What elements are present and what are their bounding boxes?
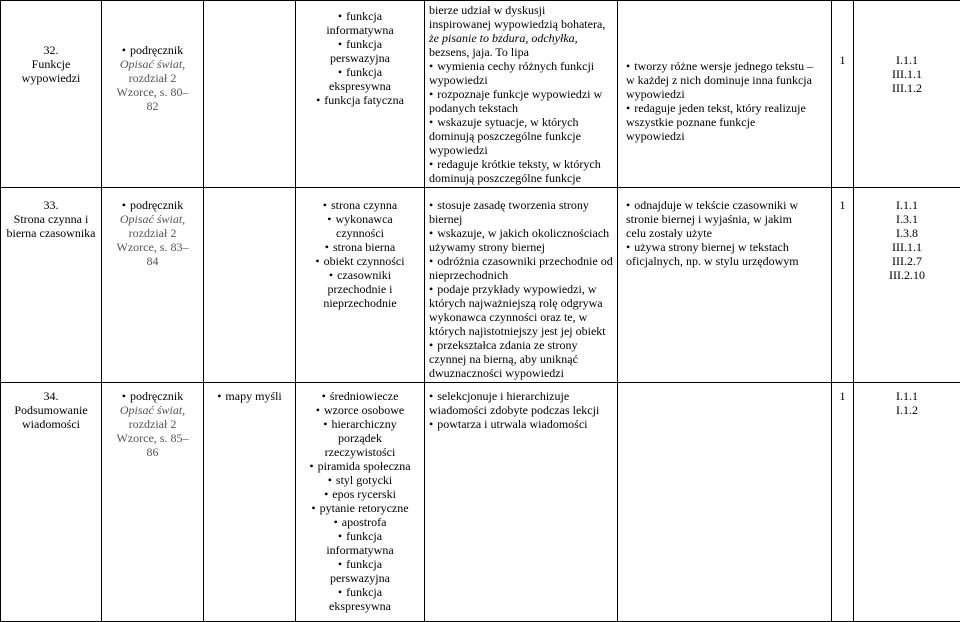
method-item: • mapy myśli bbox=[208, 389, 291, 403]
requirement-item: wiadomości zdobyte podczas lekcji bbox=[429, 403, 613, 417]
concept-item: ekspresywna bbox=[300, 79, 420, 93]
lesson-title: Strona czynna i bbox=[5, 212, 97, 226]
requirement-item: • selekcjonuje i hierarchizuje bbox=[429, 389, 613, 403]
requirement-item: stronie biernej i wyjaśnia, w jakim bbox=[626, 212, 827, 226]
prior-text: bezsens, jaja. To lipa bbox=[429, 45, 613, 59]
textbook-cell bbox=[102, 1, 204, 188]
prior-text: bierze udział w dyskusji bbox=[429, 3, 613, 17]
concept-item: • strona bierna bbox=[300, 240, 420, 254]
requirement-item: • rozpoznaje funkcje wypowiedzi w bbox=[429, 87, 613, 101]
curriculum-cell bbox=[854, 188, 960, 383]
concept-item: • pytanie retoryczne bbox=[300, 501, 420, 515]
lesson-title: wiadomości bbox=[5, 417, 97, 431]
requirement-item: • przekształca zdania ze strony bbox=[429, 338, 613, 352]
concept-item: ekspresywna bbox=[300, 599, 420, 613]
textbook-title: Opisać świat, bbox=[106, 403, 199, 417]
lesson-number: 32. bbox=[5, 43, 97, 57]
concepts-cell bbox=[296, 383, 425, 622]
lesson-cell bbox=[1, 188, 102, 383]
hours-cell bbox=[832, 383, 854, 622]
concept-item: • hierarchiczny bbox=[300, 417, 420, 431]
table-row bbox=[1, 383, 960, 622]
requirement-item: • wymienia cechy różnych funkcji bbox=[429, 59, 613, 73]
basic-requirements-cell bbox=[425, 188, 618, 383]
concept-item: nieprzechodnie bbox=[300, 296, 420, 310]
concept-item: • epos rycerski bbox=[300, 487, 420, 501]
requirement-item: • wskazuje sytuacje, w których bbox=[429, 115, 613, 129]
curriculum-code: III.1.1 bbox=[858, 240, 956, 254]
requirement-item: dominują poszczególne funkcje bbox=[429, 171, 613, 185]
concept-item: przechodnie i bbox=[300, 282, 420, 296]
curriculum-code: III.1.2 bbox=[858, 81, 956, 95]
curriculum-code: I.1.1 bbox=[858, 389, 956, 403]
requirement-item: dominują poszczególne funkcje bbox=[429, 129, 613, 143]
prior-text: inspirowanej wypowiedzią bohatera, bbox=[429, 17, 613, 31]
concept-item: • apostrofa bbox=[300, 515, 420, 529]
concept-item: informatywna bbox=[300, 23, 420, 37]
requirement-item: wypowiedzi bbox=[429, 73, 613, 87]
lesson-cell bbox=[1, 1, 102, 188]
requirement-item: • odnajduje w tekście czasowniki w bbox=[626, 198, 827, 212]
requirement-item: wszystkie poznane funkcje bbox=[626, 115, 827, 129]
concept-item: • funkcja bbox=[300, 557, 420, 571]
concept-item: • czasowniki bbox=[300, 268, 420, 282]
concept-item: • funkcja bbox=[300, 585, 420, 599]
textbook-pages: 82 bbox=[106, 99, 199, 113]
concept-item: perswazyjna bbox=[300, 571, 420, 585]
requirement-item: używamy strony biernej bbox=[429, 240, 613, 254]
requirement-item: • wskazuje, w jakich okolicznościach bbox=[429, 226, 613, 240]
curriculum-code: III.2.10 bbox=[858, 268, 956, 282]
hours-value: 1 bbox=[832, 389, 853, 403]
requirement-item: oficjalnych, np. w stylu urzędowym bbox=[626, 254, 827, 268]
lesson-number: 34. bbox=[5, 389, 97, 403]
lesson-title: Podsumowanie bbox=[5, 403, 97, 417]
concept-item: • piramida społeczna bbox=[300, 459, 420, 473]
textbook-item: • podręcznik bbox=[106, 198, 199, 212]
lesson-title: wypowiedzi bbox=[5, 71, 97, 85]
requirement-item: • podaje przykłady wypowiedzi, w bbox=[429, 282, 613, 296]
concept-item: • funkcja bbox=[300, 37, 420, 51]
extended-requirements-cell bbox=[618, 188, 832, 383]
requirement-item: • redaguje jeden tekst, który realizuje bbox=[626, 101, 827, 115]
textbook-chapter: rozdział 2 bbox=[106, 71, 199, 85]
textbook-chapter: rozdział 2 bbox=[106, 417, 199, 431]
concept-item: informatywna bbox=[300, 543, 420, 557]
curriculum-code: III.1.1 bbox=[858, 67, 956, 81]
requirement-item: wypowiedzi bbox=[626, 129, 827, 143]
concept-item: • funkcja bbox=[300, 65, 420, 79]
curriculum-code: I.3.8 bbox=[858, 226, 956, 240]
basic-requirements-cell bbox=[425, 383, 618, 622]
concepts-cell bbox=[296, 1, 425, 188]
textbook-pages: 86 bbox=[106, 445, 199, 459]
concept-item: perswazyjna bbox=[300, 51, 420, 65]
table-row bbox=[1, 188, 960, 383]
requirement-item: których najważniejszą rolę odgrywa bbox=[429, 296, 613, 310]
textbook-pages: Wzorce, s. 85– bbox=[106, 431, 199, 445]
textbook-pages: 84 bbox=[106, 254, 199, 268]
requirement-item: • odróżnia czasowniki przechodnie od bbox=[429, 254, 613, 268]
curriculum-code: I.3.1 bbox=[858, 212, 956, 226]
textbook-title: Opisać świat, bbox=[106, 212, 199, 226]
concept-item: • funkcja bbox=[300, 529, 420, 543]
requirement-item: nieprzechodnich bbox=[429, 268, 613, 282]
requirement-item: • redaguje krótkie teksty, w których bbox=[429, 157, 613, 171]
lesson-title: Funkcje bbox=[5, 57, 97, 71]
lesson-cell bbox=[1, 383, 102, 622]
concept-item: • funkcja fatyczna bbox=[300, 93, 420, 107]
curriculum-code: I.1.1 bbox=[858, 198, 956, 212]
hours-cell bbox=[832, 1, 854, 188]
hours-cell bbox=[832, 188, 854, 383]
textbook-pages: Wzorce, s. 80– bbox=[106, 85, 199, 99]
requirement-item: • powtarza i utrwala wiadomości bbox=[429, 417, 613, 431]
concept-item: rzeczywistości bbox=[300, 445, 420, 459]
extended-requirements-cell bbox=[618, 1, 832, 188]
requirement-item: wypowiedzi bbox=[626, 87, 827, 101]
curriculum-code: I.1.1 bbox=[858, 53, 956, 67]
concept-item: • średniowiecze bbox=[300, 389, 420, 403]
concept-item: • wykonawca bbox=[300, 212, 420, 226]
requirement-item: wykonawca czynności oraz te, w bbox=[429, 310, 613, 324]
textbook-item: • podręcznik bbox=[106, 389, 199, 403]
concept-item: • obiekt czynności bbox=[300, 254, 420, 268]
requirement-item: celu zostały użyte bbox=[626, 226, 827, 240]
concept-item: • styl gotycki bbox=[300, 473, 420, 487]
extended-requirements-cell bbox=[618, 383, 832, 622]
textbook-title: Opisać świat, bbox=[106, 57, 199, 71]
requirement-item: podanych tekstach bbox=[429, 101, 613, 115]
concept-item: • wzorce osobowe bbox=[300, 403, 420, 417]
requirement-item: • stosuje zasadę tworzenia strony bbox=[429, 198, 613, 212]
concept-item: porządek bbox=[300, 431, 420, 445]
prior-text: że pisanie to bzdura, odchyłka, bbox=[429, 31, 613, 45]
textbook-cell bbox=[102, 188, 204, 383]
curriculum-code: III.2.7 bbox=[858, 254, 956, 268]
requirement-item: • tworzy różne wersje jednego tekstu – bbox=[626, 59, 827, 73]
concept-item: czynności bbox=[300, 226, 420, 240]
curriculum-code: I.1.2 bbox=[858, 403, 956, 417]
methods-cell bbox=[204, 1, 296, 188]
textbook-chapter: rozdział 2 bbox=[106, 226, 199, 240]
textbook-pages: Wzorce, s. 83– bbox=[106, 240, 199, 254]
requirement-item: w każdej z nich dominuje inna funkcja bbox=[626, 73, 827, 87]
hours-value: 1 bbox=[832, 53, 853, 67]
requirement-item: • używa strony biernej w tekstach bbox=[626, 240, 827, 254]
methods-cell bbox=[204, 188, 296, 383]
requirement-item: wypowiedzi bbox=[429, 143, 613, 157]
hours-value: 1 bbox=[832, 198, 853, 212]
requirement-item: biernej bbox=[429, 212, 613, 226]
basic-requirements-cell bbox=[425, 1, 618, 188]
table-row bbox=[1, 1, 960, 188]
curriculum-cell bbox=[854, 383, 960, 622]
concepts-cell bbox=[296, 188, 425, 383]
textbook-item: • podręcznik bbox=[106, 43, 199, 57]
lesson-number: 33. bbox=[5, 198, 97, 212]
methods-cell bbox=[204, 383, 296, 622]
curriculum-cell bbox=[854, 1, 960, 188]
concept-item: • funkcja bbox=[300, 9, 420, 23]
requirement-item: dwuznaczności wypowiedzi bbox=[429, 366, 613, 380]
textbook-cell bbox=[102, 383, 204, 622]
requirement-item: czynnej na bierną, aby uniknąć bbox=[429, 352, 613, 366]
lesson-title: bierna czasownika bbox=[5, 226, 97, 240]
concept-item: • strona czynna bbox=[300, 198, 420, 212]
requirement-item: których najistotniejszy jest jej obiekt bbox=[429, 324, 613, 338]
